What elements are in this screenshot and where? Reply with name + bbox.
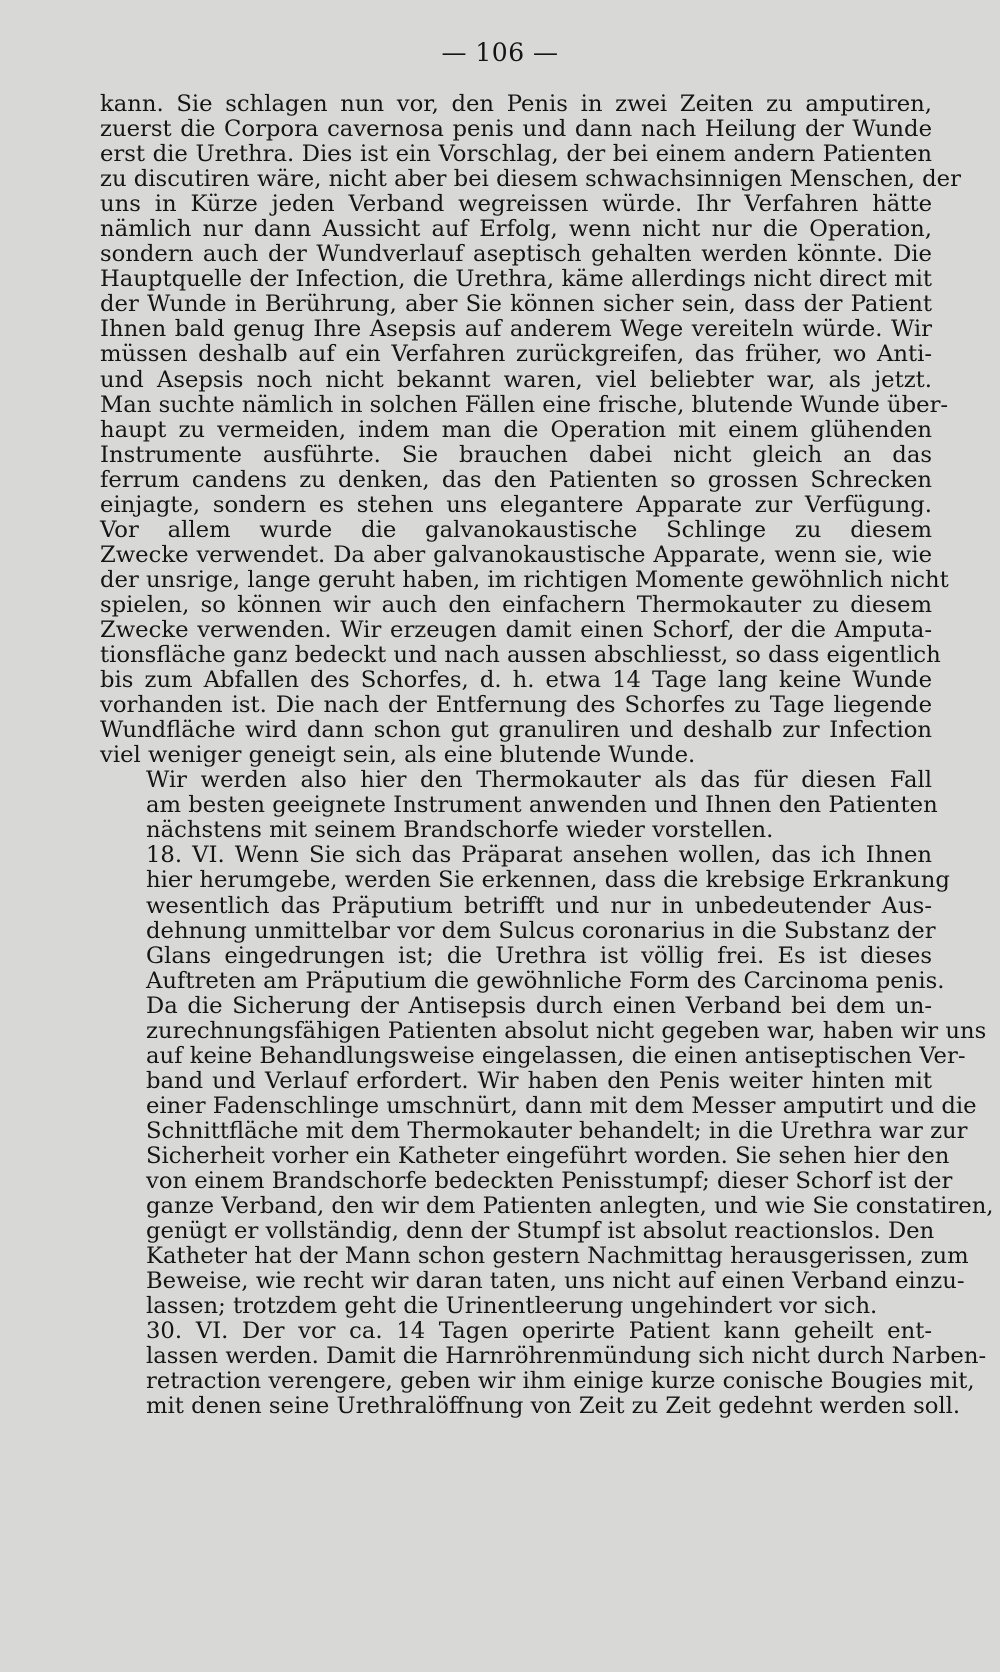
text-line: der unsrige, lange geruht haben, im richtigen Momente gewöhnlich nicht	[100, 566, 949, 593]
text-line: zuerst die Corpora cavernosa penis und dann nach Heilung der Wunde	[100, 116, 932, 143]
text-line: Beweise, wie recht wir daran taten, uns nicht auf einen Verband einzu-	[146, 1268, 965, 1295]
text-line: Zwecke verwenden. Wir erzeugen damit einen Schorf, der die Amputa-	[100, 616, 932, 643]
paragraph-thermokauter	[100, 767, 938, 844]
text-line: zurechnungsfähigen Patienten absolut nicht gegeben war, haben wir uns	[146, 1017, 987, 1044]
text-line: Hauptquelle der Infection, die Urethra, käme allerdings nicht direct mit	[100, 266, 932, 293]
text-line: spielen, so können wir auch den einfachern Thermokauter zu diesem	[100, 591, 932, 618]
text-line: ferrum candens zu denken, das den Patienten so grossen Schrecken	[100, 466, 932, 493]
text-line: viel weniger geneigt sein, als eine blutende Wunde.	[100, 742, 696, 769]
text-line: Da die Sicherung der Antisepsis durch einen Verband bei dem un-	[146, 992, 932, 1019]
text-line: und Asepsis noch nicht bekannt waren, viel beliebter war, als jetzt.	[100, 366, 932, 393]
text-line: Schnittfläche mit dem Thermokauter behandelt; in die Urethra war zur	[146, 1117, 968, 1144]
text-line: zu discutiren wäre, nicht aber bei diesem schwachsinnigen Menschen, der	[100, 166, 961, 193]
text-line: Sicherheit vorher ein Katheter eingeführt worden. Sie sehen hier den	[146, 1142, 950, 1169]
text-line: lassen werden. Damit die Harnröhrenmündung sich nicht durch Narben-	[146, 1343, 987, 1370]
text-line: retraction verengere, geben wir ihm einige kurze conische Bougies mit,	[146, 1368, 975, 1395]
text-line: kann. Sie schlagen nun vor, den Penis in zwei Zeiten zu amputiren,	[100, 91, 932, 117]
text-line: müssen deshalb auf ein Verfahren zurückgreifen, das früher, wo Anti-	[100, 341, 932, 368]
text-line: vorhanden ist. Die nach der Entfernung des Schorfes zu Tage liegende	[100, 692, 932, 719]
text-line: mit denen seine Urethralöffnung von Zeit zu Zeit gedehnt werden soll.	[146, 1393, 961, 1420]
text-line: 30. VI. Der vor ca. 14 Tagen operirte Patient kann geheilt ent-	[146, 1318, 932, 1345]
text-line: nämlich nur dann Aussicht auf Erfolg, wenn nicht nur die Operation,	[100, 216, 932, 243]
body-text	[100, 91, 994, 1420]
text-line: von einem Brandschorfe bedeckten Penisstumpf; dieser Schorf ist der	[146, 1168, 953, 1195]
text-line: Katheter hat der Mann schon gestern Nachmittag herausgerissen, zum	[146, 1243, 969, 1270]
text-line: Vor allem wurde die galvanokaustische Schlinge zu diesem	[100, 516, 932, 543]
text-line: bis zum Abfallen des Schorfes, d. h. etwa 14 Tage lang keine Wunde	[100, 667, 932, 694]
text-line: 18. VI. Wenn Sie sich das Präparat ansehen wollen, das ich Ihnen	[146, 842, 932, 869]
text-line: Zwecke verwendet. Da aber galvanokaustische Apparate, wenn sie, wie	[100, 541, 932, 568]
text-line: nächstens mit seinem Brandschorfe wieder vorstellen.	[146, 817, 774, 844]
text-line: Ihnen bald genug Ihre Asepsis auf anderem Wege vereiteln würde. Wir	[100, 316, 932, 343]
text-line: erst die Urethra. Dies ist ein Vorschlag, der bei einem andern Patienten	[100, 141, 932, 168]
text-line: lassen; trotzdem geht die Urinentleerung ungehindert vor sich.	[146, 1293, 878, 1320]
text-line: tionsfläche ganz bedeckt und nach aussen abschliesst, so dass eigentlich	[100, 642, 941, 669]
text-line: Instrumente ausführte. Sie brauchen dabei nicht gleich an das	[100, 441, 932, 468]
paragraph-antisepsis	[100, 992, 994, 1320]
text-line: Man suchte nämlich in solchen Fällen eine frische, blutende Wunde über-	[100, 391, 949, 418]
text-line: uns in Kürze jeden Verband wegreissen würde. Ihr Verfahren hätte	[100, 191, 932, 218]
page-number: — 106 —	[441, 38, 559, 67]
text-line: Auftreten am Präputium die gewöhnliche Form des Carcinoma penis.	[146, 967, 945, 994]
text-line: genügt er vollständig, denn der Stumpf ist absolut reactionslos. Den	[146, 1218, 935, 1245]
text-line: sondern auch der Wundverlauf aseptisch gehalten werden könnte. Die	[100, 241, 932, 268]
text-line: Wundfläche wird dann schon gut granuliren und deshalb zur Infection	[100, 717, 932, 744]
paragraph-amputation-method	[100, 91, 961, 769]
text-line: haupt zu vermeiden, indem man die Operation mit einem glühenden	[100, 416, 932, 443]
text-line: dehnung unmittelbar vor dem Sulcus coronarius in die Substanz der	[146, 917, 936, 944]
text-line: am besten geeignete Instrument anwenden und Ihnen den Patienten	[146, 792, 938, 819]
text-line: Wir werden also hier den Thermokauter als das für diesen Fall	[146, 767, 932, 794]
text-line: wesentlich das Präputium betrifft und nur in unbedeutender Aus-	[146, 892, 932, 919]
text-line: einjagte, sondern es stehen uns elegantere Apparate zur Verfügung.	[100, 491, 932, 518]
text-line: hier herumgebe, werden Sie erkennen, dass die krebsige Erkrankung	[146, 867, 950, 894]
paragraph-18-vi	[100, 842, 950, 994]
text-line: band und Verlauf erfordert. Wir haben den Penis weiter hinten mit	[146, 1067, 932, 1094]
paragraph-30-vi	[100, 1318, 987, 1420]
text-line: einer Fadenschlinge umschnürt, dann mit dem Messer amputirt und die	[146, 1092, 977, 1119]
text-line: ganze Verband, den wir dem Patienten anlegten, und wie Sie constatiren,	[146, 1193, 994, 1220]
text-line: der Wunde in Berührung, aber Sie können sicher sein, dass der Patient	[100, 291, 932, 318]
text-line: auf keine Behandlungsweise eingelassen, die einen antiseptischen Ver-	[146, 1042, 966, 1069]
text-line: Glans eingedrungen ist; die Urethra ist völlig frei. Es ist dieses	[146, 942, 932, 969]
